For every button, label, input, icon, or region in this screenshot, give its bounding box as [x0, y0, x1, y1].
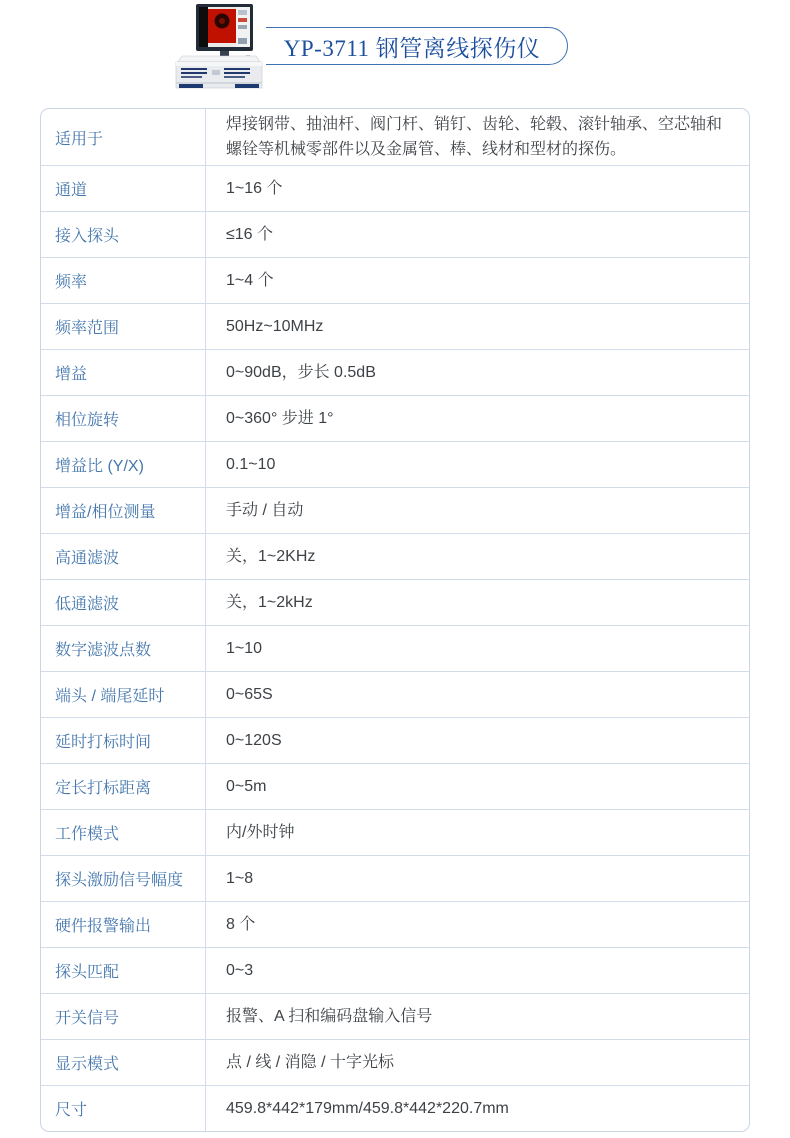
spec-label: 通道	[41, 166, 206, 211]
table-row	[41, 671, 749, 717]
spec-value: 459.8*442*179mm/459.8*442*220.7mm	[226, 1100, 509, 1117]
spec-label: 频率	[41, 258, 206, 303]
table-row	[41, 441, 749, 487]
table-row	[41, 165, 749, 211]
spec-value: 0~90dB，步长 0.5dB	[226, 364, 376, 381]
spec-value: ≤16 个	[226, 226, 274, 243]
spec-label: 相位旋转	[41, 396, 206, 441]
spec-table	[40, 108, 750, 1132]
table-row	[41, 109, 749, 165]
spec-value: 0~3	[226, 962, 254, 979]
spec-label: 端头 / 端尾延时	[41, 672, 206, 717]
table-row	[41, 579, 749, 625]
table-row	[41, 901, 749, 947]
spec-value: 8 个	[226, 916, 256, 933]
table-row	[41, 395, 749, 441]
spec-value: 点 / 线 / 消隐 / 十字光标	[226, 1054, 395, 1071]
spec-value: 关，1~2KHz	[226, 548, 316, 565]
spec-value: 50Hz~10MHz	[226, 318, 324, 335]
spec-label: 工作模式	[41, 810, 206, 855]
table-row	[41, 533, 749, 579]
table-row	[41, 1039, 749, 1085]
spec-value: 关，1~2kHz	[226, 594, 313, 611]
table-row	[41, 763, 749, 809]
device-image	[172, 4, 266, 94]
chassis-icon	[176, 56, 262, 88]
spec-label: 开关信号	[41, 994, 206, 1039]
table-row	[41, 993, 749, 1039]
spec-value: 0~5m	[226, 778, 267, 795]
spec-label: 探头匹配	[41, 948, 206, 993]
product-title: YP-3711 钢管离线探伤仪	[283, 35, 541, 61]
spec-label: 硬件报警输出	[41, 902, 206, 947]
spec-value: 0.1~10	[226, 456, 276, 473]
spec-label: 显示模式	[41, 1040, 206, 1085]
spec-label: 定长打标距离	[41, 764, 206, 809]
instrument-icon	[172, 4, 266, 94]
spec-value: 内/外时钟	[226, 824, 295, 841]
table-row	[41, 855, 749, 901]
spec-value: 0~120S	[226, 732, 282, 749]
spec-label: 接入探头	[41, 212, 206, 257]
spec-label: 增益/相位测量	[41, 488, 206, 533]
spec-value: 1~16 个	[226, 180, 283, 197]
spec-label: 尺寸	[41, 1086, 206, 1131]
table-row	[41, 809, 749, 855]
table-row	[41, 211, 749, 257]
spec-value: 报警、A 扫和编码盘输入信号	[226, 1008, 433, 1025]
spec-value: 0~360° 步进 1°	[226, 410, 334, 427]
spec-label: 增益比 (Y/X)	[41, 442, 206, 487]
table-row	[41, 349, 749, 395]
table-row	[41, 947, 749, 993]
spec-label: 高通滤波	[41, 534, 206, 579]
spec-label: 低通滤波	[41, 580, 206, 625]
spec-label: 适用于	[41, 109, 206, 165]
spec-value: 1~8	[226, 870, 254, 887]
spec-label: 延时打标时间	[41, 718, 206, 763]
spec-label: 探头激励信号幅度	[41, 856, 206, 901]
spec-value: 0~65S	[226, 686, 273, 703]
spec-label: 数字滤波点数	[41, 626, 206, 671]
header	[0, 0, 790, 100]
table-row	[41, 625, 749, 671]
table-row	[41, 257, 749, 303]
table-row	[41, 717, 749, 763]
spec-label: 增益	[41, 350, 206, 395]
table-row	[41, 1085, 749, 1131]
table-row	[41, 303, 749, 349]
monitor-icon	[196, 4, 253, 51]
spec-value: 手动 / 自动	[226, 502, 304, 519]
title-badge	[226, 27, 568, 65]
spec-value: 焊接钢带、抽油杆、阀门杆、销钉、齿轮、轮毂、滚针轴承、空芯轴和螺铨等机械零部件以及金属管、棒、线材和型材的探伤。	[226, 116, 723, 158]
spec-value: 1~4 个	[226, 272, 274, 289]
spec-label: 频率范围	[41, 304, 206, 349]
spec-value: 1~10	[226, 640, 263, 657]
table-row	[41, 487, 749, 533]
